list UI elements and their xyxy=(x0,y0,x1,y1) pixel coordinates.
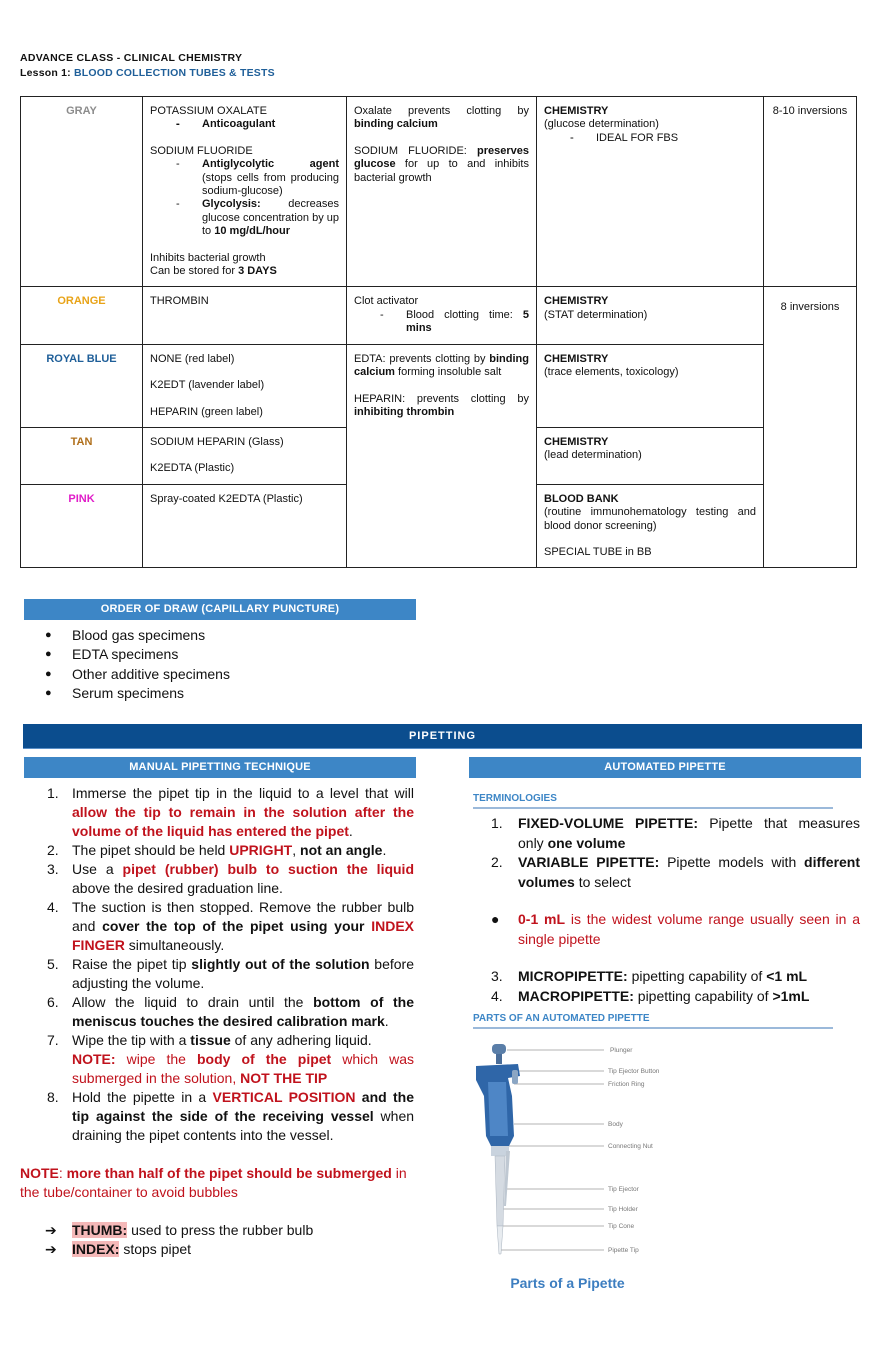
department: CHEMISTRY xyxy=(544,105,609,117)
tube-test xyxy=(537,344,764,427)
additive-note: Inhibits bacterial growth xyxy=(150,251,266,264)
terminologies-heading: TERMINOLOGIES xyxy=(473,793,557,804)
test-name: (routine immunohematology testing and blood donor screening) xyxy=(544,506,756,532)
manual-steps xyxy=(20,784,414,1145)
tube-color-tan: TAN xyxy=(21,427,143,484)
label-friction-ring: Friction Ring xyxy=(608,1081,645,1088)
tube-additive: Spray-coated K2EDTA (Plastic) xyxy=(143,484,347,568)
list-item: 3. Use a pipet (rubber) bulb to suction the liquid above the desired graduation line. xyxy=(47,861,414,896)
arrow-right-icon: ➔ xyxy=(45,1222,57,1238)
tube-test xyxy=(537,97,764,287)
list-item: 4. The suction is then stopped. Remove the rubber bulb and cover the top of the pipet using your INDEX FINGER simultaneously. xyxy=(47,899,415,953)
additive-sub: - Glycolysis: decreases glucose concentration by up to 10 mg/dL/hour xyxy=(150,198,339,238)
divider xyxy=(473,1027,833,1029)
tube-mechanism xyxy=(347,287,537,344)
test-note: SPECIAL TUBE in BB xyxy=(544,545,652,558)
pipetting-banner: PIPETTING xyxy=(23,724,862,749)
tube-test xyxy=(537,287,764,344)
tubes-table xyxy=(20,96,857,568)
label-plunger: Plunger xyxy=(610,1047,633,1054)
label-tip-cone: Tip Cone xyxy=(608,1223,635,1230)
tube-color-orange: ORANGE xyxy=(21,287,143,344)
additive-name: HEPARIN (green label) xyxy=(150,405,263,418)
tube-color-gray: GRAY xyxy=(21,97,143,287)
automated-pipette-banner: AUTOMATED PIPETTE xyxy=(469,757,861,778)
inversions: 8-10 inversions xyxy=(764,97,857,287)
course-title: ADVANCE CLASS - CLINICAL CHEMISTRY xyxy=(20,52,243,64)
mechanism-text: EDTA: prevents clotting by binding calcium forming insoluble salt xyxy=(354,352,529,379)
list-item: ● 0-1 mL is the widest volume range usually seen in a single pipette xyxy=(491,911,860,947)
tube-additive xyxy=(143,97,347,287)
department: CHEMISTRY xyxy=(544,295,609,308)
label-tip-ejector: Tip Ejector xyxy=(608,1186,639,1193)
manual-pipetting-banner: MANUAL PIPETTING TECHNIQUE xyxy=(24,757,416,778)
additive-name: SODIUM HEPARIN (Glass) xyxy=(150,435,284,448)
list-item: ➔ INDEX: stops pipet xyxy=(45,1241,192,1257)
list-item: 6. Allow the liquid to drain until the bottom of the meniscus touches the desired calibration mark. xyxy=(47,994,415,1029)
additive-name: NONE (red label) xyxy=(150,352,235,365)
mechanism-sub: - Blood clotting time: 5 mins xyxy=(354,309,529,336)
list-item: 2. VARIABLE PIPETTE: Pipette models with different volumes to select xyxy=(491,854,861,890)
label-tip-ejector-button: Tip Ejector Button xyxy=(608,1068,660,1075)
list-item: 7. Wipe the tip with a tissue of any adhering liquid. NOTE: wipe the body of the pipet which was submerged in the solution, NOT THE TIP xyxy=(47,1032,414,1086)
tube-mechanism xyxy=(347,97,537,287)
list-item: ➔ THUMB: used to press the rubber bulb xyxy=(45,1222,314,1238)
list-item: 4. MACROPIPETTE: pipetting capability of >1mL xyxy=(491,987,810,1004)
table-row xyxy=(21,97,857,287)
list-item: ● Serum specimens xyxy=(45,684,230,703)
additive-name: POTASSIUM OXALATE xyxy=(150,105,267,117)
finger-list xyxy=(45,1221,313,1259)
department: CHEMISTRY xyxy=(544,352,609,365)
mechanism-text: Oxalate prevents clotting by binding calcium xyxy=(354,105,529,131)
list-item: 3. MICROPIPETTE: pipetting capability of <1 mL xyxy=(491,968,808,984)
additive-note: Can be stored for 3 DAYS xyxy=(150,265,277,278)
pipette-caption: Parts of a Pipette xyxy=(510,1275,625,1291)
lesson-title xyxy=(20,67,275,79)
label-tip-holder: Tip Holder xyxy=(608,1206,638,1213)
inversions: 8 inversions xyxy=(764,287,857,568)
tube-color-pink: PINK xyxy=(21,484,143,568)
arrow-right-icon: ➔ xyxy=(45,1241,57,1257)
pipette-diagram xyxy=(462,1036,702,1266)
lesson-topic: BLOOD COLLECTION TUBES & TESTS xyxy=(73,67,275,79)
pipette-body-icon xyxy=(476,1044,520,1254)
label-pipette-tip: Pipette Tip xyxy=(608,1247,639,1254)
tube-additive: THROMBIN xyxy=(143,287,347,344)
tube-test xyxy=(537,484,764,568)
tube-additive xyxy=(143,427,347,484)
test-name: (lead determination) xyxy=(544,449,642,462)
table-row xyxy=(21,344,857,427)
test-sub: - - IDEAL FOR FBS xyxy=(544,132,756,145)
list-item: 1. Immerse the pipet tip in the liquid to a level that will allow the tip to remain in the solution after the volume of the liquid has entered the pipet. xyxy=(47,785,414,839)
automated-pipette-list xyxy=(470,814,860,1006)
tube-mechanism xyxy=(347,344,537,568)
order-of-draw-list xyxy=(45,626,230,703)
list-item: 2. The pipet should be held UPRIGHT, not an angle. xyxy=(47,842,387,858)
label-body: Body xyxy=(608,1121,623,1128)
list-item: 1. FIXED-VOLUME PIPETTE: Pipette that measures only one volume xyxy=(491,815,860,851)
mechanism-text: Clot activator xyxy=(354,295,419,308)
submerge-note: NOTE: more than half of the pipet should be submerged in the tube/container to avoid bubbles xyxy=(20,1165,407,1200)
lesson-prefix: Lesson 1: xyxy=(20,67,71,79)
list-item: ● Blood gas specimens xyxy=(45,626,230,645)
tube-additive xyxy=(143,344,347,427)
test-name: (STAT determination) xyxy=(544,308,648,321)
department: BLOOD BANK xyxy=(544,492,619,505)
label-connecting-nut: Connecting Nut xyxy=(608,1143,653,1150)
mechanism-text: HEPARIN: prevents clotting by inhibiting thrombin xyxy=(354,392,529,418)
table-row xyxy=(21,287,857,344)
additive-sub: - Antiglycolytic agent (stops cells from producing sodium-glucose) xyxy=(150,158,339,198)
list-item: ● Other additive specimens xyxy=(45,665,230,684)
department: CHEMISTRY xyxy=(544,435,609,448)
test-name: (glucose determination) xyxy=(544,118,659,131)
list-item: ● EDTA specimens xyxy=(45,645,230,664)
tube-color-royal-blue: ROYAL BLUE xyxy=(21,344,143,427)
additive-name: K2EDT (lavender label) xyxy=(150,379,265,392)
tube-test xyxy=(537,427,764,484)
list-item: 8. Hold the pipette in a VERTICAL POSITION and the tip against the side of the receiving vessel when draining the pipet contents into the vessel. xyxy=(47,1089,415,1143)
test-name: (trace elements, toxicology) xyxy=(544,366,679,379)
additive-sub: - - Anticoagulant xyxy=(150,118,339,131)
additive-name: K2EDTA (Plastic) xyxy=(150,462,235,475)
parts-heading: PARTS OF AN AUTOMATED PIPETTE xyxy=(473,1013,650,1024)
mechanism-text: SODIUM FLUORIDE: preserves glucose for up to and inhibits bacterial growth xyxy=(354,144,530,184)
divider xyxy=(473,807,833,809)
list-item: 5. Raise the pipet tip slightly out of the solution before adjusting the volume. xyxy=(47,956,414,991)
order-of-draw-banner: ORDER OF DRAW (CAPILLARY PUNCTURE) xyxy=(24,599,416,620)
additive-name: SODIUM FLUORIDE xyxy=(150,144,253,157)
